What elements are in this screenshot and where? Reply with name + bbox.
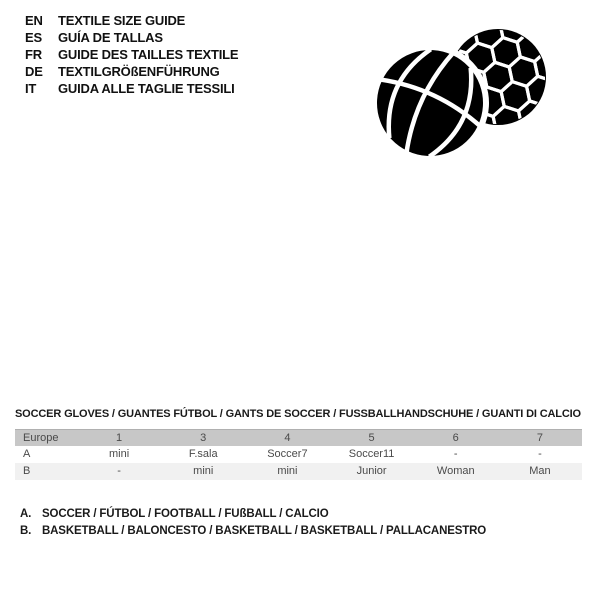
table-row-a <box>15 446 582 463</box>
size-table <box>15 429 582 480</box>
footnote-b <box>20 523 486 540</box>
language-row-it <box>25 80 238 97</box>
language-list <box>25 12 238 97</box>
table-cell: Soccer7 <box>267 448 308 460</box>
row-label: B <box>23 465 31 477</box>
table-cell: mini <box>108 448 130 460</box>
language-row-en <box>25 12 238 29</box>
language-code: DE <box>25 64 43 79</box>
footnote-a <box>20 506 486 523</box>
language-code: EN <box>25 13 43 28</box>
table-cell: Woman <box>436 465 475 477</box>
table-cell: Man <box>529 465 551 477</box>
language-code: IT <box>25 81 37 96</box>
language-label: GUIDE DES TAILLES TEXTILE <box>58 47 239 62</box>
header-cell-europe: Europe <box>23 432 59 444</box>
language-label: TEXTILE SIZE GUIDE <box>58 13 186 28</box>
language-code: ES <box>25 30 42 45</box>
table-cell: - <box>538 448 542 460</box>
header-cell: 6 <box>452 432 459 444</box>
table-header-row <box>15 429 582 446</box>
table-cell: Junior <box>356 465 387 477</box>
language-code: FR <box>25 47 42 62</box>
language-row-es <box>25 29 238 46</box>
table-cell: mini <box>193 465 214 477</box>
table-cell: - <box>117 465 121 477</box>
language-row-de <box>25 63 238 80</box>
footnote-text: SOCCER / FÚTBOL / FOOTBALL / FUßBALL / CALCIO <box>42 508 329 520</box>
row-label: A <box>23 448 31 460</box>
language-label: GUÍA DE TALLAS <box>58 30 163 45</box>
header-cell: 5 <box>368 432 375 444</box>
header-cell: 1 <box>116 432 123 444</box>
table-cell: F.sala <box>188 448 218 460</box>
table-cell: - <box>453 448 458 460</box>
language-label: TEXTILGRÖßENFÜHRUNG <box>58 64 220 79</box>
header-cell: 7 <box>536 432 543 444</box>
header-cell: 4 <box>284 432 291 444</box>
footnote-text: BASKETBALL / BALONCESTO / BASKETBALL / BASKETBALL / PALLACANESTRO <box>42 525 487 537</box>
header-cell: 3 <box>200 432 207 444</box>
sports-balls-graphic <box>368 15 563 170</box>
footnote-prefix: B. <box>20 525 32 537</box>
table-row-b <box>15 463 582 480</box>
table-cell: Soccer11 <box>348 448 395 460</box>
table-cell: mini <box>277 465 298 477</box>
footnote-list <box>20 506 486 540</box>
language-label: GUIDA ALLE TAGLIE TESSILI <box>58 81 235 96</box>
footnote-prefix: A. <box>20 508 32 520</box>
size-chart-title: SOCCER GLOVES / GUANTES FÚTBOL / GANTS DE SOCCER / FUSSBALLHANDSCHUHE / GUANTI DI CALCIO <box>15 408 581 420</box>
language-row-fr <box>25 46 238 63</box>
